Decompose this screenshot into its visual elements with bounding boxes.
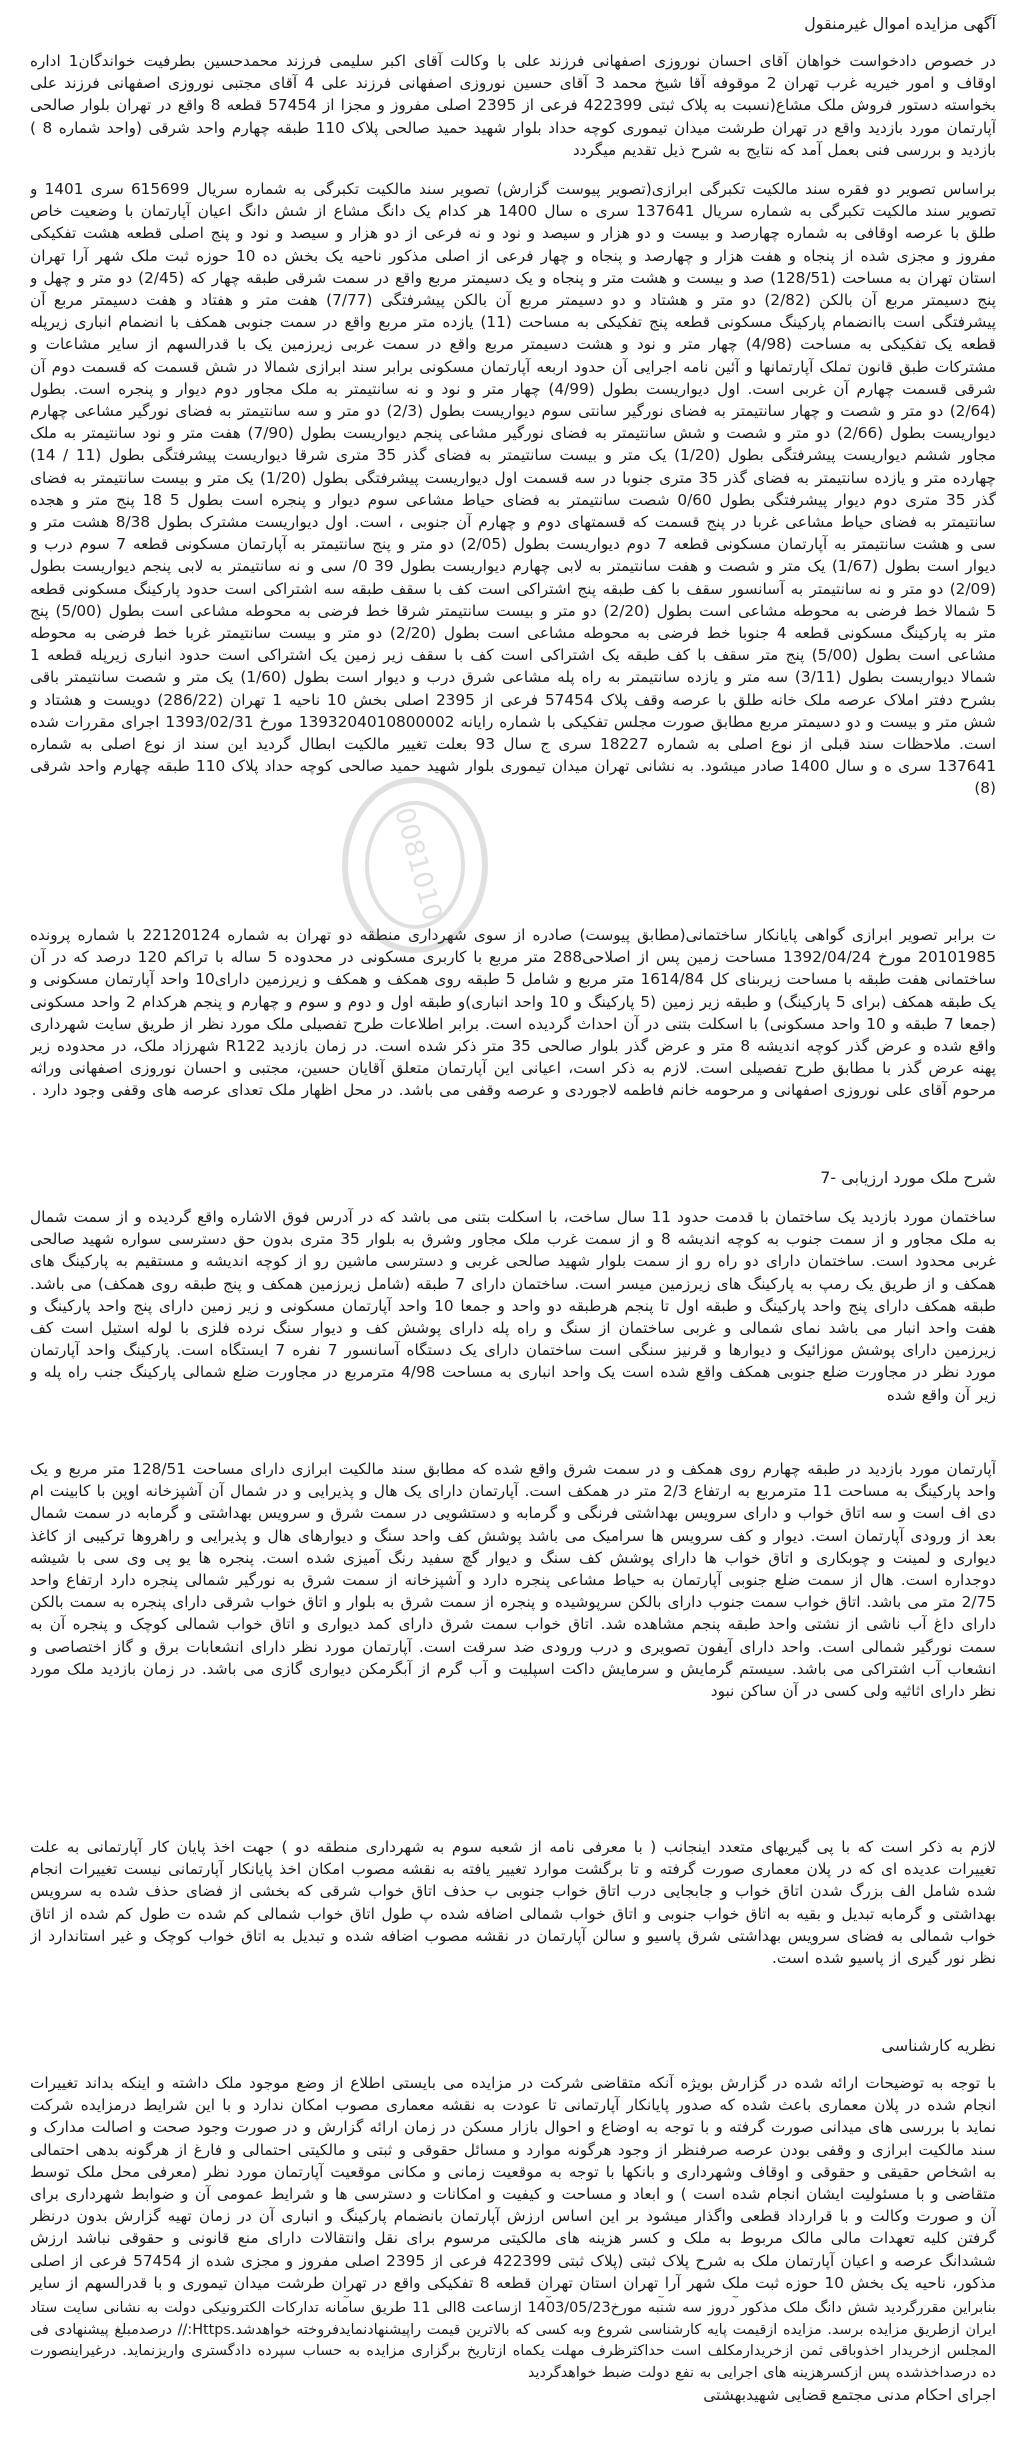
- section-title-property-description: شرح ملک مورد ارزیابی -7: [820, 1168, 996, 1187]
- paragraph-expert-valuation: با توجه به توضیحات ارائه شده در گزارش بویژه آنکه متقاضی شرکت در مزایده می بایستی اطلاع از وضع موجود ملک داشته و اینکه بداند تغییرات انجام شده در پلان معماری باعث شده که صدور پایانکار آپارتمانی تا عودت به نقشه معماری مصوب امکان ندارد و با این شرایط درمزایده شرکت نماید با بررسی های میدانی صورت گرفته و با توجه به اوضاع و احوال بازار مسکن در زمان ارائه گزارش و در صورت وجود صحت و اصالت مدارک و سند مالکیت ابرازی و وقفی بودن عرصه صرفنظر از وجود هرگونه موارد و مسائل حقوقی و ثبتی و مالکیتی احتمالی و فارغ از هرگونه بدهی احتمالی به اشخاص حقیقی و حقوقی و اوقاف وشهرداری و بانکها با توجه به موقعیت زمانی و مکانی موقعیت آپارتمان مورد نظر (معرفی محل ملک توسط متقاضی و با مسئولیت ایشان انجام شده است ) و ابعاد و مساحت و کیفیت و امکانات و دسترسی ها و شرایط عمومی آن و ضوابط شهرداری برای آن و صورت وکالت و با قرارداد قطعی واگذار میشود بر این اساس ارزش آپارتمان بانضمام پارکینگ و انباری آن در زمان تهیه گزارش بدون درنظر گرفتن کلیه تعهدات مالی مالک مربوط به ملک و کسر هزینه های مالکیتی مرسوم برای نقل وانتقالات دارای منع قانونی و حقوقی نباشد ارزش ششدانگ عرصه و اعیان آپارتمان ملک به شرح پلاک ثبتی (پلاک ثبتی 422399 فرعی از 2395 اصلی مفروز و مجزی شده از 57454 فرعی از اصلی مذکور، ناحیه یک بخش 10 حوزه ثبت ملک شهر آرا تهران استان تهران قطعه 8 تفکیکی واقع در تهران طرشت میدان تیموری و با قدرالسهم از سایر: [30, 2074, 996, 2292]
- stamp-number: 0081010: [388, 804, 448, 925]
- paragraph-visit-address: آپارتمان مورد بازدید واقع در تهران طرشت میدان تیموری کوچه حداد بلوار شهید حمید صالحی پلاک 110 طبقه چهارم واحد شرقی (واحد شماره 8 ) بازدید و بررسی فنی بعمل آمد که نتایج به شرح ذیل تقدیم میگردد: [30, 119, 996, 160]
- paragraph-completion-certificate: ت برابر تصویر ابرازی گواهی پایانکار ساختمانی(مطابق پیوست) صادره از سوی شهرداری منطقه دو تهران به شماره 22120124 با شماره پرونده 20101985 مورخ 1392/04/24 مساحت زمین پس از اصلاحی288 متر مربع با کاربری مسکونی در محدوده 5 ساله با تراکم 120 درصد که در آن ساختمانی هفت طبقه با مساحت زیربنای کل 1614/84 متر مربع و شامل 5 طبقه روی همکف و همکف و زیرزمین دارای10 واحد آپارتمان مسکونی و یک طبقه همکف (برای 5 پارکینگ) و طبقه زیر زمین (5 پارکینگ و 10 واحد انباری)و طبقه اول و دوم و سوم و چهارم و پنجم هرکدام 2 واحد مسکونی (جمعا 7 طبقه و 10 واحد مسکونی) با اسکلت بتنی در آن احداث گردیده است. برابر اطلاعات طرح تفصیلی ملک مورد نظر از طریق سایت شهرداری واقع شده و عرض گذر کوچه اندیشه 8 متر و عرض گذر بلوار صالحی 35 متر ذکر شده است. در زمان بازدید R122 شهرزاد ملک، در محدوده زیر پهنه عرض گذر با مطابق طرح تفصیلی است. لازم به ذکر است، اعیانی این آپارتمان متعلق آقایان حسین، مجتبی و احسان نوروزی اصفهانی وراثه مرحوم آقای علی نوروزی اصفهانی و مرحومه خانم فاطمه لاجوردی و عرصه وقفی می باشد. در محل اظهار ملک تعدای عرصه های وقفی وجود دارد .: [30, 926, 996, 1100]
- paragraph-title-deed: براساس تصویر دو فقره سند مالکیت تکبرگی ابرازی(تصویر پیوست گزارش) تصویر سند مالکیت تکبرگی به شماره سریال 615699 سری 1401 و تصویر سند مالکیت تکبرگی به شماره سریال 137641 سری ه سال 1400 هر کدام یک دانگ مشاع از شش دانگ اعیان آپارتمان با وضعیت خاص طلق با عرصه اوقافی به شماره چهارصد و بیست و دو هزار و سیصد و نود و نه فرعی از دو هزار و سیصد و نود و پنج اصلی قطعه هشت تفکیکی مفروز و مجزی شده از پنجاه و هفت هزار و چهارصد و پنجاه و چهار فرعی از اصلی مذکور ناحیه یک بخش ده 10 حوزه ثبت ملک شهر آرا تهران استان تهران به مساحت (128/51) صد و بیست و هشت متر و پنجاه و یک دسیمتر مربع واقع در سمت شرقی طبقه چهار که (2/45) دو متر و چهل و پنج دسیمتر مربع آن بالکن (2/82) دو متر و هشتاد و دو دسیمتر مربع آن بالکن پیشرفتگی (7/77) هفت متر و هفتاد و هفت دسیمتر مربع آن پیشرفتگی است باانضمام پارکینگ مسکونی قطعه پنج تفکیکی به مساحت (11) یازده متر مربع واقع در سمت جنوبی همکف با انضمام انباری زیرپله قطعه یک تفکیکی به مساحت (4/98) چهار متر و نود و هشت دسیمتر مربع واقع در سمت غربی زیرزمین یک با قدرالسهم از سایر مشاعات و مشترکات طبق قانون تملک آپارتمانها و آئین نامه اجرایی آن حدود اربعه آپارتمان مسکونی برابر سند ابرازی شمالا در شش قسمت که قسمت دوم آن شرقی قسمت چهارم آن غربی است. اول دیواریست بطول (4/99) چهار متر و نود و نه سانتیمتر به ملک مجاور دوم دیوار و پنجره است. بطول (2/64) دو متر و شصت و چهار سانتیمتر به فضای نورگیر سانتی سوم دیواریست بطول (2/3) دو متر و سه سانتیمتر به فضای نورگیر مشاعی چهارم دیواریست بطول (2/66) دو متر و شصت و شش سانتیمتر به فضای نورگیر مشاعی پنجم دیواریست بطول (7/90) هفت متر و نود سانتیمتر به ملک مجاور ششم دیواریست پیشرفتگی بطول (1/20) یک متر و بیست سانتیمتر به فضای گذر 35 متری شرقا دیواریست پیشرفتگی بطول (11 / 14) چهارده متر و یازده سانتیمتر به فضای گذر 35 متری جنوبا در سه قسمت اول دیواریست پیشرفتگی بطول (1/20) یک متر و بیست سانتیمتر به فضای گذر 35 متری دوم دیوار پیشرفتگی بطول 0/60 شصت سانتیمتر به فضای حیاط مشاعی سوم دیوار و پنجره است بطول 5 18 پنج متر و هجده سانتیمتر به فضای حیاط مشاعی غربا در پنج قسمت که قسمتهای دوم و چهارم آن جنوبی ، است. اول دیواریست مشترک بطول 8/38 هشت متر و سی و هشت سانتیمتر به آپارتمان مسکونی قطعه 7 دوم دیواریست بطول (2/05) دو متر و پنج سانتیمتر به آپارتمان مسکونی قطعه 7 سوم درب و دیوار است بطول (1/67) یک متر و شصت و هفت سانتیمتر به لابی چهارم دیواریست بطول 39 0/ سی و نه سانتیمتر به لابی پنجم دیواریست بطول (2/09) دو متر و نه سانتیمتر به آسانسور سقف با کف طبقه پنج اشتراکی است کف با سقف طبقه سه اشتراکی است حدود پارکینگ مسکونی قطعه 5 شمالا خط فرضی به محوطه مشاعی است بطول (2/20) دو متر و بیست سانتیمتر شرقا خط فرضی به محوطه مشاعی است بطول (5/00) پنج متر به پارکینگ مسکونی قطعه 4 جنوبا خط فرضی به محوطه مشاعی است بطول (2/20) دو متر و بیست سانتیمتر غربا خط فرضی به محوطه مشاعی است بطول (5/00) پنج متر سقف با کف طبقه یک اشتراکی است کف با سقف زیر زمین یک اشتراکی است حدود انباری زیرپله قطعه 1 شمالا دیواریست بطول (3/11) سه متر و یازده سانتیمتر به راه پله مشاعی شرق درب و دیوار است بطول (1/60) یک متر و شصت سانتیمتر باقی بشرح دفتر املاک عرصه ملک خانه طلق با عرصه وقف پلاک 57454 فرعی از 2395 اصلی بخش 10 ناحیه 1 تهران (286/22) دویست و هشتاد و شش متر و بیست و دو دسیمتر مربع مطابق صورت مجلس تفکیکی با شماره رایانه 1393204010800002 مورخ 1393/02/31 اجرای مقررات شده است. ملاحظات سند قبلی از نوع اصلی به شماره 18227 سری ج سال 93 بعلت تغییر مالکیت ابطال گردید این سند از نوع اصلی به شماره 137641 سری ه و سال 1400 صادر میشود. به نشانی تهران میدان تیموری بلوار شهید حمید صالحی کوچه حداد پلاک 110 طبقه چهارم واحد شرقی (8): [30, 180, 996, 798]
- paragraph-auction-terms: بنابراین مقررگردید شش دانگ ملک مذکور دروز سه شنبه مورخ1403/05/23 ازساعت 8الی 11 طریق سامانه تدارکات الکترونیکی دولت به نشانی سایت ستاد ایران ازطریق مزایده برسد. مزایده ازقیمت پایه کارشناسی شروع وبه کسی که بالاترین قیمت راپیشنهادنمایدفروخته خواهدشد.Https:// درصدمبلغ پیشنهادی فی المجلس ازخریدار اخذوباقی ثمن ازخریدارمکلف است حداکثرظرف مهلت یکماه ازتاریخ برگزاری مزایده به حساب سپرده دادگستری واریزنماید. درغیراینصورت ده درصداخذشده پس ازکسرهزینه های اجرایی به نفع دولت ضبط خواهدگردید: [30, 2300, 996, 2381]
- paragraph-building-description: ساختمان مورد بازدید یک ساختمان با قدمت حدود 11 سال ساخت، با اسکلت بتنی می باشد که در آدرس فوق الاشاره واقع گردیده و از سمت شمال به ملک مجاور و از سمت جنوب به کوچه اندیشه 8 و از سمت غرب ملک مجاور وشرق به بلوار 35 متری بدون حق دسترسی سواره شهید صالحی غربی محدود است. ساختمان دارای دو راه رو از سمت بلوار شهید صالحی غربی و دسترسی ماشین رو از کوچه اندیشه و مستقیم به پارکینگ های همکف و از طریق یک رمپ به پارکینگ های زیرزمین میسر است. ساختمان دارای 7 طبقه (شامل زیرزمین همکف و پنج طبقه روی همکف) می باشد. طبقه همکف دارای پنج واحد پارکینگ و طبقه اول تا پنجم هرطبقه دو واحد و جمعا 10 واحد آپارتمان مسکونی و زیر زمین دارای پنج واحد پارکینگ و هفت واحد انبار می باشد نمای شمالی و غربی ساختمان از سنگ و راه پله دارای پوشش کف و دیوار سنگ نرده فلزی با لوله استیل است کف زیرزمین دارای پوشش موزائیک و دیوارها و قرنیز سنگی است ساختمان دارای یک دستگاه آسانسور 7 نفره 7 ایستگاه است. پارکینگ واحد آپارتمان مورد نظر در مجاورت ضلع جنوبی همکف واقع شده است یک واحد انباری به مساحت 4/98 مترمربع در مجاورت ضلع شمالی پارکینگ جنب راه پله و زیر آن واقع شده: [30, 1208, 996, 1404]
- paragraph-petition: در خصوص دادخواست خواهان آقای احسان نوروزی اصفهانی فرزند علی با وکالت آقای اکبر سلیمی فرزند محمدحسین بطرفیت خواندگان1 اداره اوقاف و امور خیریه غرب تهران 2 موقوفه آقا شیخ محمد 3 آقای حسین نوروزی اصفهانی فرزند علی 4 آقای مجتبی نوروزی اصفهانی فرزند علی بخواسته دستور فروش ملک مشاع(نسبت به پلاک ثبتی 422399 فرعی از 2395 اصلی مفروز و مجزا از 57454 قطعه 8 واقع در تهران بلوار صالحی: [30, 52, 996, 115]
- document-title: آگهی مزایده اموال غیرمنقول: [804, 14, 996, 33]
- issuing-authority: اجرای احکام مدنی مجتمع قضایی شهیدبهشتی: [703, 2386, 996, 2404]
- paragraph-apartment-description: آپارتمان مورد بازدید در طبقه چهارم روی همکف و در سمت شرق واقع شده که مطابق سند مالکیت ابرازی دارای مساحت 128/51 متر مربع و یک واحد پارکینگ به مساحت 11 مترمربع به ارتفاع 2/3 متر در همکف است. آپارتمان دارای یک هال و پذیرایی و در شمال آن آشپزخانه اوپن با کابینت ام دی اف است و سه اتاق خواب و دارای سرویس بهداشتی فرنگی و گرمابه و دستشویی در سمت شرق و سرویس بهداشتی و گرمابه در سمت شمال بعد از ورودی آپارتمان است. دیوار و کف سرویس ها سرامیک می باشد پوشش کف واحد سنگ و دیوارهای هال و پذیرایی و راهروها ترکیبی از کاغذ دیواری و لمینت و چوبکاری و اتاق خواب ها دارای پوشش کف سنگ و دیوار گچ سفید رنگ آمیزی شده است. پنجره ها یو پی وی سی با شیشه دوجداره است. هال از سمت ضلع جنوبی آپارتمان به حیاط مشاعی پنجره دارد و آشپزخانه از سمت شرق به نورگیر شمالی پنجره دارد ارتفاع واحد 2/75 متر می باشد. اتاق خواب سمت جنوب دارای بالکن سرپوشیده و پنجره از سمت شرق به بلوار و اتاق خواب شرقی دارای پنجره به سمت بالکن دارای داغ آب ناشی از نشتی واحد طبقه پنجم مشاهده شد. اتاق خواب سمت شرق دارای کمد دیواری و اتاق خواب شمالی کوچک و پنجره آن به سمت نورگیر شمالی است. واحد دارای آیفون تصویری و درب ورودی ضد سرقت است. آپارتمان مورد نظر دارای انشعابات برق و گاز اختصاصی و انشعاب آب اشتراکی می باشد. سیستم گرمایش و سرمایش داکت اسپلیت و آب گرم از آبگرمکن دیواری گازی می باشد. در زمان بازدید ملک مورد نظر دارای اثاثیه ولی کسی در آن ساکن نبود: [30, 1460, 996, 1701]
- section-title-expert-opinion: نظریه کارشناسی: [881, 2036, 996, 2055]
- paragraph-modifications: لازم به ذکر است که با پی گیریهای متعدد اینجانب ( با معرفی نامه از شعبه سوم به شهرداری منطقه دو ) جهت اخذ پایان کار آپارتمانی به علت تغییرات عدیده ای که در پلان معماری صورت گرفته و تا برگشت موارد تغییر یافته به نقشه مصوب امکان اخذ پایانکار آپارتمانی نیست تغییرات انجام شده شامل الف بزرگ شدن اتاق خواب و جابجایی درب اتاق خواب جنوبی ب حذف اتاق خواب شرقی که بخشی از فضای حذف شده به سرویس بهداشتی و گرمابه تبدیل و بقیه به اتاق خواب جنوبی و اتاق خواب شمالی اضافه شده پ طول اتاق خواب شمالی کم شده ت طول کم شده از اتاق خواب شمالی به فضای سرویس بهداشتی شرق پاسیو و سالن آپارتمان در نقشه مصوب اضافه شده و تبدیل به اتاق خواب کوچک و غیر استاندارد از نظر نور گیری از پاسیو شده است.: [30, 1838, 996, 1968]
